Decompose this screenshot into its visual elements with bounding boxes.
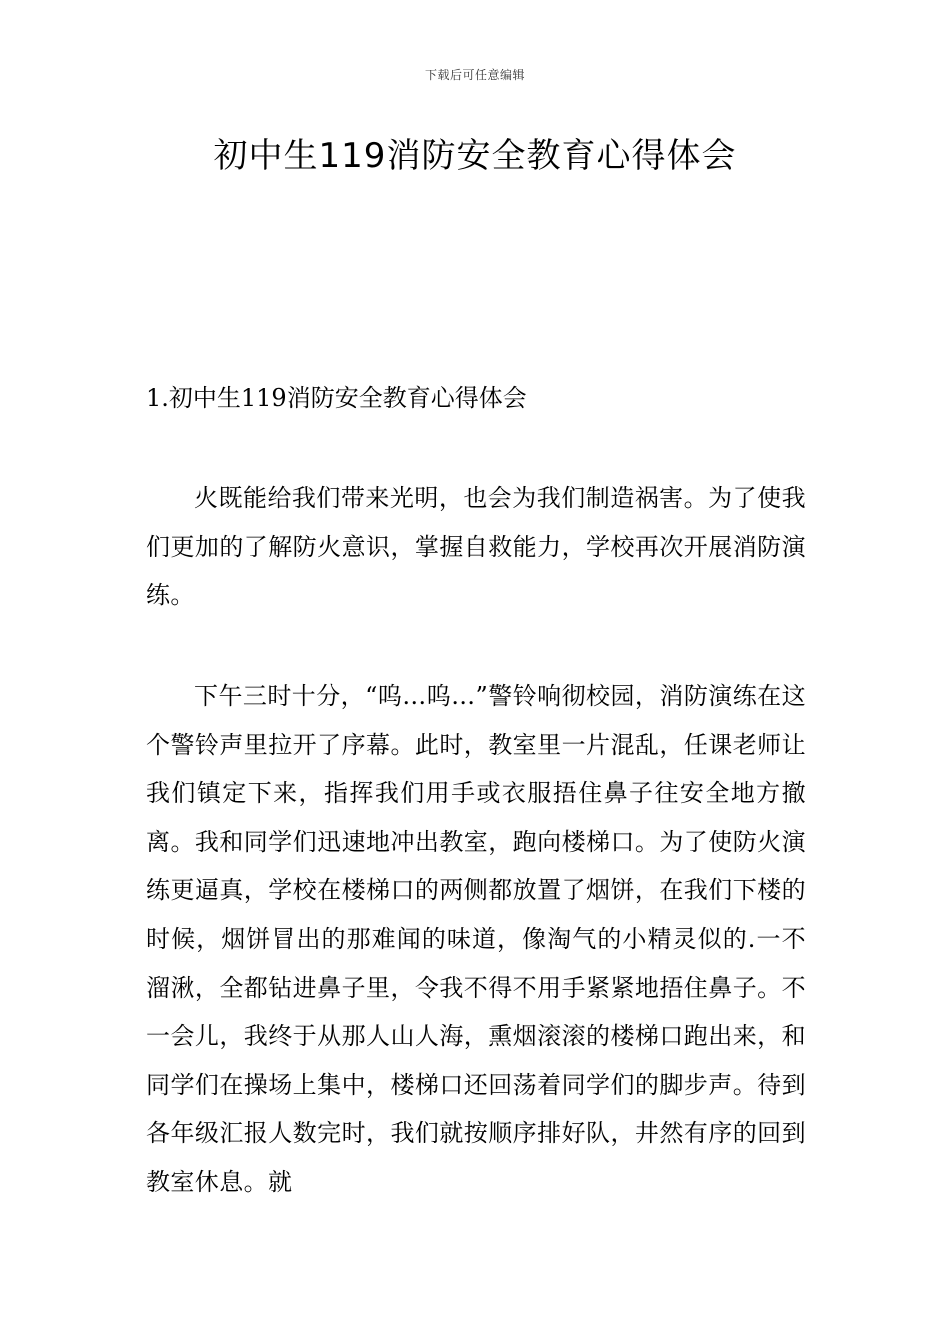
document-title: 初中生119消防安全教育心得体会 xyxy=(213,136,737,176)
section-heading: 1.初中生119消防安全教育心得体会 xyxy=(146,384,527,412)
paragraph-intro: 火既能给我们带来光明，也会为我们制造祸害。为了使我们更加的了解防火意识，掌握自救能力，学校再次开展消防演练。 xyxy=(146,484,806,610)
header-note: 下载后可任意编辑 xyxy=(424,68,525,82)
paragraph-drill: 下午三时十分，“呜…呜…”警铃响彻校园，消防演练在这个警铃声里拉开了序幕。此时，教室里一片混乱，任课老师让我们镇定下来，指挥我们用手或衣服捂住鼻子往安全地方撤离。我和同学们迅速地冲出教室，跑向楼梯口。为了使防火演练更逼真，学校在楼梯口的两侧都放置了烟饼，在我们下楼的时候，烟饼冒出的那难闻的味道，像淘气的小精灵似的.一不溜湫，全都钻进鼻子里，令我不得不用手紧紧地捂住鼻子。不一会儿，我终于从那人山人海，熏烟滚滚的楼梯口跑出来，和同学们在操场上集中，楼梯口还回荡着同学们的脚步声。待到各年级汇报人数完时，我们就按顺序排好队，井然有序的回到教室休息。就 xyxy=(146,682,806,1196)
